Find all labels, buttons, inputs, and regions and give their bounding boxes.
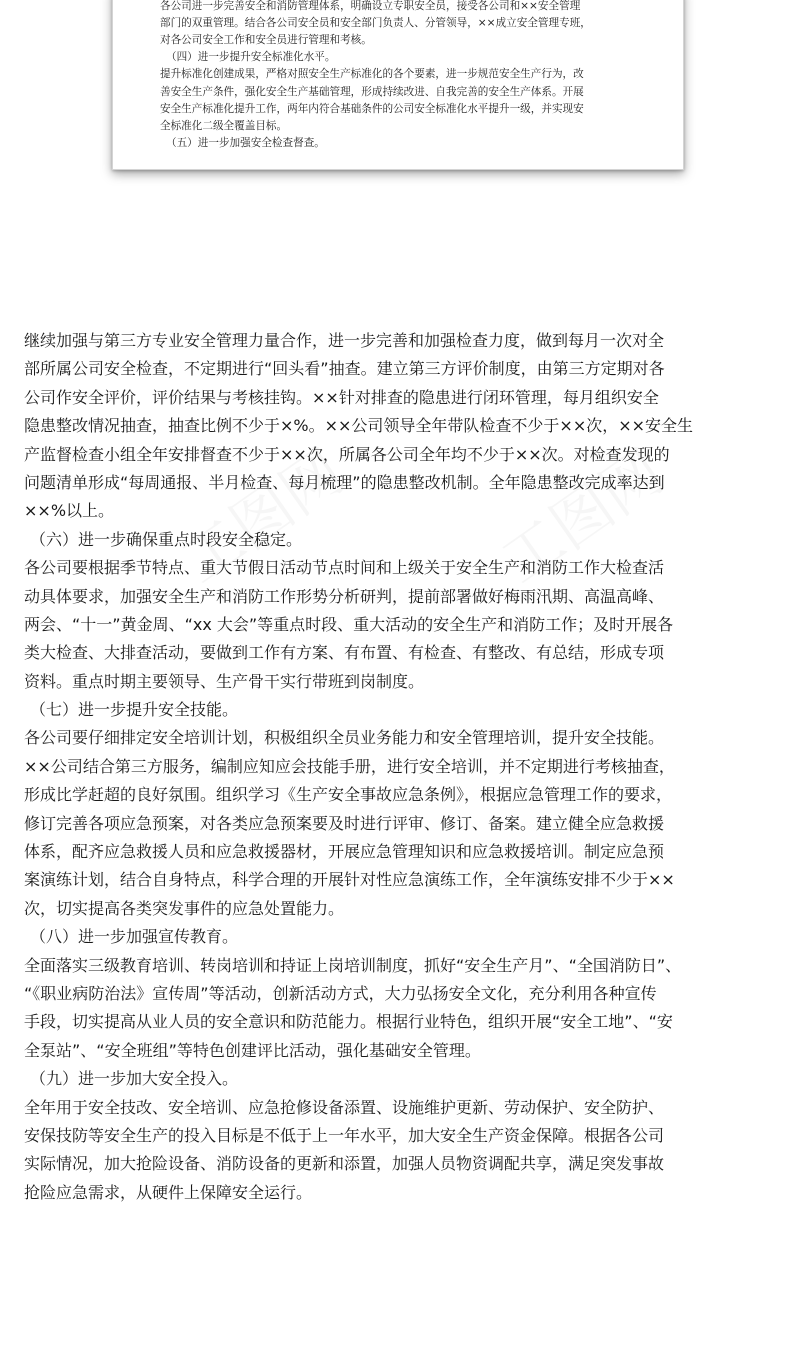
paragraph-line: 公司作安全评价，评价结果与考核挂钩。××针对排查的隐患进行闭环管理，每月组织安全 bbox=[24, 387, 659, 407]
preview-section-heading: （四）进一步提升安全标准化水平。 bbox=[166, 51, 336, 64]
paragraph-line: 体系，配齐应急救援人员和应急救援器材，开展应急管理知识和应急救援培训。制定应急预 bbox=[24, 842, 665, 862]
document-body bbox=[24, 327, 784, 1207]
section-heading: （六）进一步确保重点时段安全稳定。 bbox=[30, 529, 303, 549]
paragraph-line: 各公司要仔细排定安全培训计划，积极组织全员业务能力和安全管理培训，提升安全技能。 bbox=[24, 728, 665, 748]
paragraph-line: 形成比学赶超的良好氛围。组织学习《生产安全事故应急条例》，根据应急管理工作的要求， bbox=[24, 785, 673, 805]
paragraph-line: ××%以上。 bbox=[24, 501, 115, 521]
preview-text-block bbox=[160, 0, 646, 152]
paragraph-line: 实际情况，加大抢险设备、消防设备的更新和添置，加强人员物资调配共享，满足突发事故 bbox=[24, 1154, 665, 1174]
paragraph-line: 修订完善各项应急预案，对各类应急预案要及时进行评审、修订、备案。建立健全应急救援 bbox=[24, 813, 665, 833]
preview-paragraph-line: 善安全生产条件，强化安全生产基础管理，形成持续改进、自我完善的安全生产体系。开展 bbox=[160, 85, 584, 98]
preview-paragraph-line: 部门的双重管理。结合各公司安全员和安全部门负责人、分管领导，××成立安全管理专班， bbox=[160, 17, 591, 30]
paragraph-line: 问题清单形成“每周通报、半月检查、每月梳理”的隐患整改机制。全年隐患整改完成率达到 bbox=[24, 472, 665, 492]
preview-paragraph-line: 安全生产标准化提升工作，两年内符合基础条件的公司安全标准化水平提升一级，并实现安 bbox=[160, 102, 584, 115]
preview-paragraph-line: 提升标准化创建成果，严格对照安全生产标准化的各个要素，进一步规范安全生产行为，改 bbox=[160, 68, 584, 81]
preview-paragraph-line: 对各公司安全工作和安全员进行管理和考核。 bbox=[160, 34, 372, 47]
paragraph-line: 资料。重点时期主要领导、生产骨干实行带班到岗制度。 bbox=[24, 671, 425, 691]
preview-paragraph-line: 全标准化二级全覆盖目标。 bbox=[160, 119, 288, 132]
paragraph-line: 类大检查、大排查活动，要做到工作有方案、有布置、有检查、有整改、有总结，形成专项 bbox=[24, 643, 665, 663]
paragraph-line: 全年用于安全技改、安全培训、应急抢修设备添置、设施维护更新、劳动保护、安全防护、 bbox=[24, 1097, 665, 1117]
section-heading: （八）进一步加强宣传教育。 bbox=[30, 927, 239, 947]
preview-paragraph-line: 各公司进一步完善安全和消防管理体系，明确设立专职安全员，接受各公司和××安全管理 bbox=[160, 0, 581, 13]
paragraph-line: 抢险应急需求，从硬件上保障安全运行。 bbox=[24, 1182, 313, 1202]
paragraph-line: 产监督检查小组全年安排督查不少于××次，所属各公司全年均不少于××次。对检查发现的 bbox=[24, 444, 670, 464]
section-heading: （九）进一步加大安全投入。 bbox=[30, 1069, 239, 1089]
paragraph-line: 手段，切实提高从业人员的安全意识和防范能力。根据行业特色，组织开展“安全工地”、“安 bbox=[24, 1012, 673, 1032]
paragraph-line: 隐患整改情况抽查，抽查比例不少于×%。××公司领导全年带队检查不少于××次，××安全生 bbox=[24, 416, 694, 436]
paragraph-line: 案演练计划，结合自身特点，科学合理的开展针对性应急演练工作，全年演练安排不少于×× bbox=[24, 870, 675, 890]
paragraph-line: 各公司要根据季节特点、重大节假日活动节点时间和上级关于安全生产和消防工作大检查活 bbox=[24, 558, 665, 578]
paragraph-line: 安保技防等安全生产的投入目标是不低于上一年水平，加大安全生产资金保障。根据各公司 bbox=[24, 1125, 665, 1145]
preview-section-heading: （五）进一步加强安全检查督查。 bbox=[166, 136, 325, 149]
paragraph-line: 次，切实提高各类突发事件的应急处置能力。 bbox=[24, 898, 345, 918]
paragraph-line: 动具体要求，加强安全生产和消防工作形势分析研判，提前部署做好梅雨汛期、高温高峰、 bbox=[24, 586, 665, 606]
paragraph-line: ××公司结合第三方服务，编制应知应会技能手册，进行安全培训，并不定期进行考核抽查， bbox=[24, 756, 675, 776]
section-heading: （七）进一步提升安全技能。 bbox=[30, 700, 239, 720]
paragraph-line: “《职业病防治法》宣传周”等活动，创新活动方式，大力弘扬安全文化，充分利用各种宣传 bbox=[24, 983, 657, 1003]
paragraph-line: 全泵站”、“安全班组”等特色创建评比活动，强化基础安全管理。 bbox=[24, 1040, 481, 1060]
paragraph-line: 部所属公司安全检查，不定期进行“回头看”抽查。建立第三方评价制度，由第三方定期对各 bbox=[24, 359, 665, 379]
document-preview-card bbox=[112, 0, 684, 170]
paragraph-line: 全面落实三级教育培训、转岗培训和持证上岗培训制度，抓好“安全生产月”、“全国消防日”、 bbox=[24, 955, 682, 975]
paragraph-line: 两会、“十一”黄金周、“xx 大会”等重点时段、重大活动的安全生产和消防工作；及时开展各 bbox=[24, 614, 674, 634]
paragraph-line: 继续加强与第三方专业安全管理力量合作，进一步完善和加强检查力度，做到每月一次对全 bbox=[24, 331, 665, 350]
